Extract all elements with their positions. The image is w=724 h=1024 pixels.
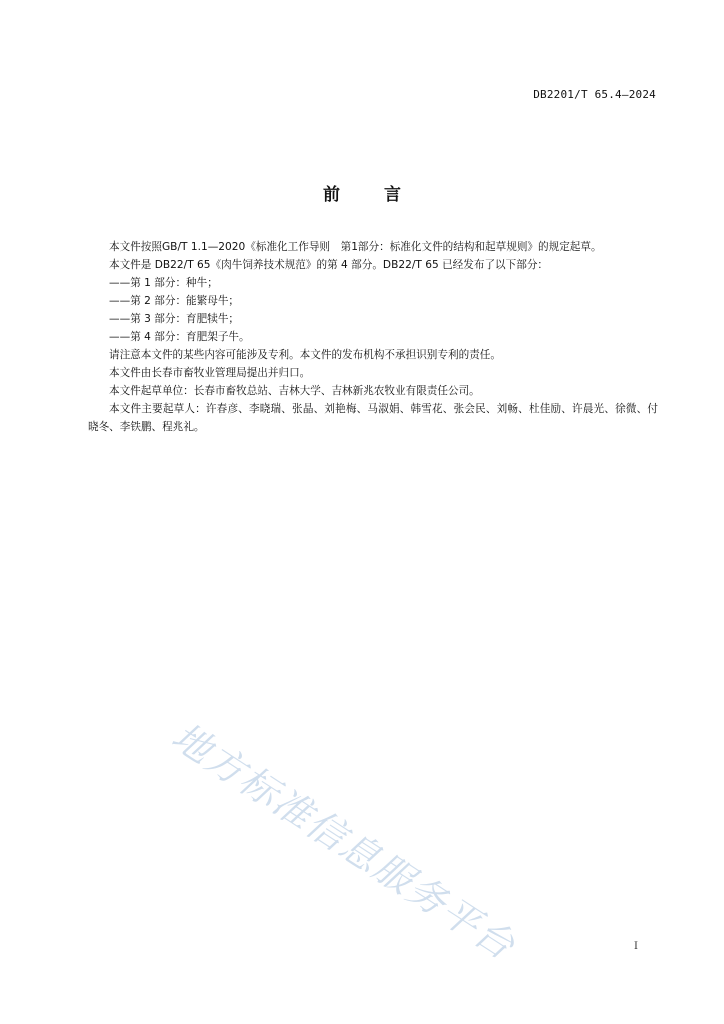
- section-title: 前言: [323, 185, 445, 205]
- page-number: I: [634, 941, 638, 952]
- foreword-body: [88, 238, 658, 436]
- list-item-part-4: ——第 4 部分：育肥架子牛。: [109, 331, 250, 343]
- paragraph-drafters: 本文件主要起草人：许春彦、李晓瑞、张晶、刘艳梅、马淑娟、韩雪花、张会民、刘畅、杜佳励、许晨光、徐微、付晓冬、李铁鹏、程兆礼。: [88, 403, 658, 433]
- paragraph-proposer: 本文件由长春市畜牧业管理局提出并归口。: [109, 367, 311, 379]
- paragraph-patent-notice: 请注意本文件的某些内容可能涉及专利。本文件的发布机构不承担识别专利的责任。: [109, 349, 501, 361]
- list-item-part-3: ——第 3 部分：育肥犊牛；: [109, 313, 240, 325]
- list-item-part-2: ——第 2 部分：能繁母牛；: [109, 295, 240, 307]
- paragraph-part-info: 本文件是 DB22/T 65《肉牛饲养技术规范》的第 4 部分。DB22/T 65 已经发布了以下部分：: [109, 259, 549, 271]
- document-code: DB2201/T 65.4—2024: [533, 88, 656, 101]
- paragraph-drafting-basis: 本文件按照GB/T 1.1—2020《标准化工作导则 第1部分：标准化文件的结构和起草规则》的规定起草。: [109, 241, 602, 253]
- watermark: 地方标准信息服务平台: [164, 713, 524, 969]
- list-item-part-1: ——第 1 部分：种牛；: [109, 277, 218, 289]
- paragraph-drafting-units: 本文件起草单位：长春市畜牧总站、吉林大学、吉林新兆农牧业有限责任公司。: [109, 385, 480, 397]
